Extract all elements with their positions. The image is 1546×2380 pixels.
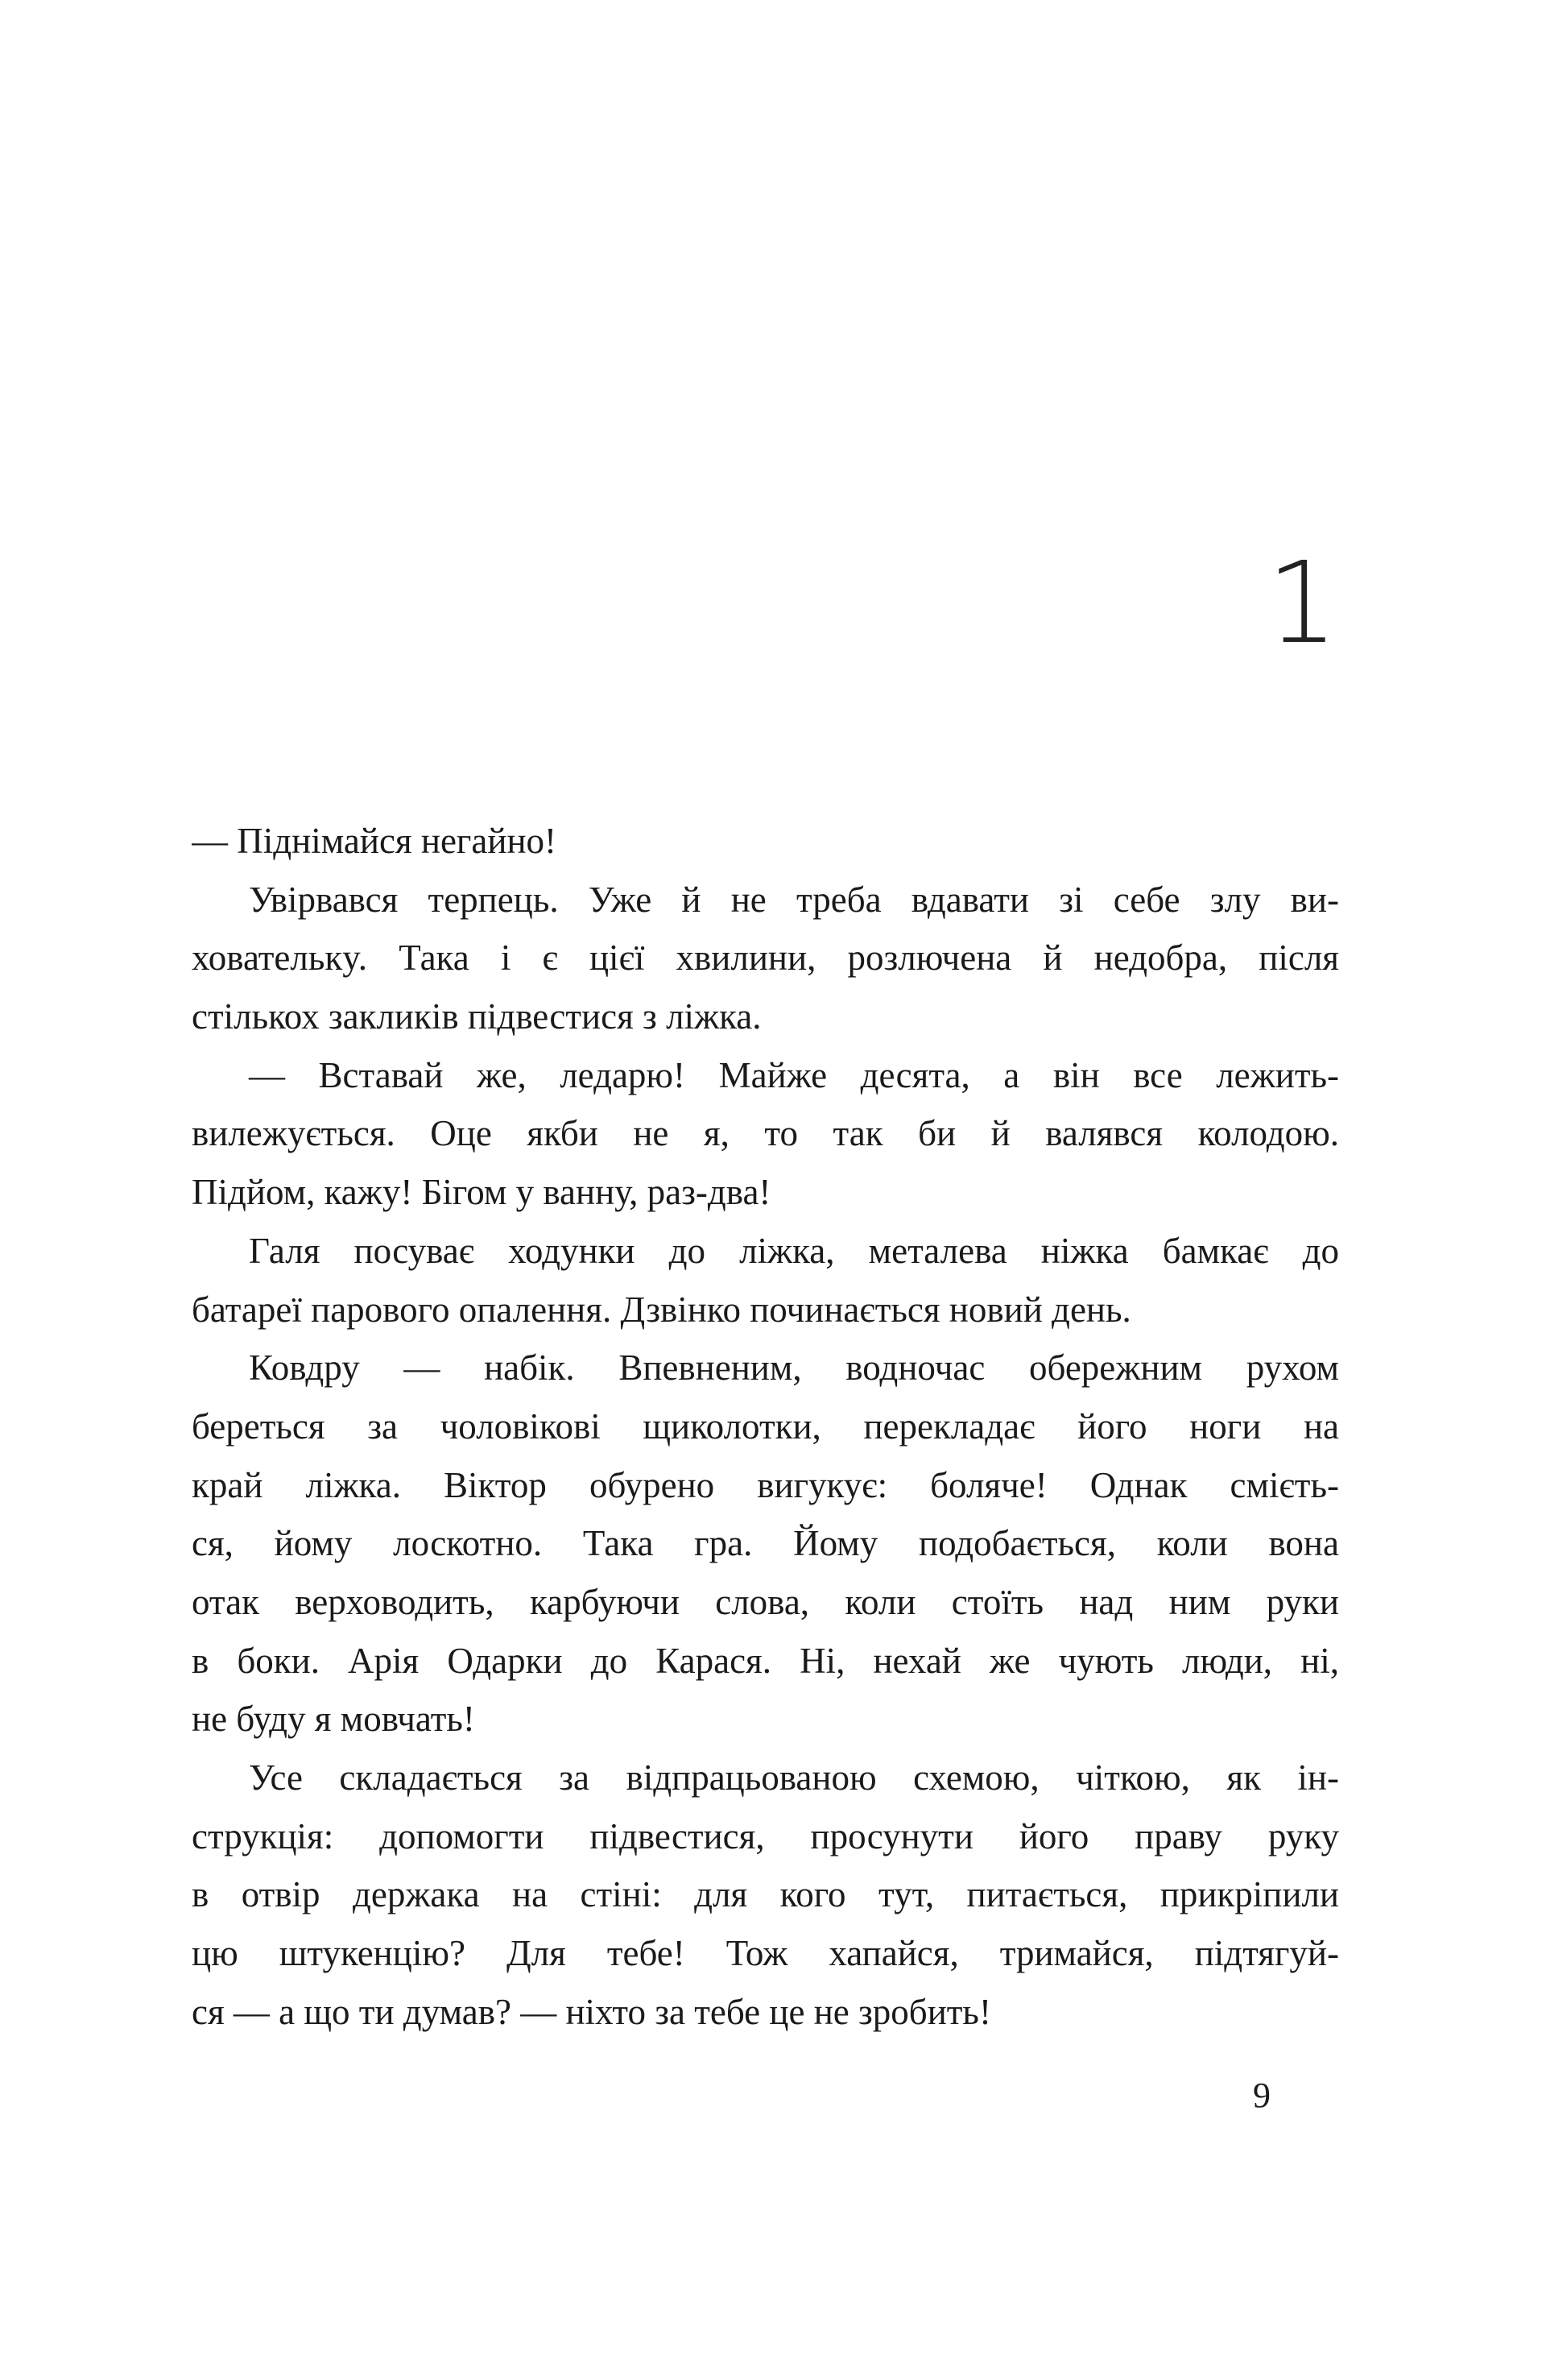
body-text (192, 812, 1339, 2041)
text-line: ся — а що ти думав? — ніхто за тебе це не зробить! (192, 1991, 991, 2032)
text-line: береться за чоловікові щиколотки, перекладає його ноги на (192, 1405, 1339, 1447)
text-line: ся, йому лоскотно. Така гра. Йому подобається, коли вона (192, 1523, 1339, 1564)
text-line: стількох закликів підвестися з ліжка. (192, 996, 762, 1037)
text-line: — Піднімайся негайно! (192, 821, 557, 861)
text-line: цю штукенцію? Для тебе! Тож хапайся, тримайся, підтягуй- (192, 1933, 1339, 1974)
text-line: струкція: допомогти підвестися, просунути його праву руку (192, 1815, 1339, 1856)
text-line: отак верховодить, карбуючи слова, коли стоїть над ним руки (192, 1581, 1339, 1622)
text-line: батареї парового опалення. Дзвінко починається новий день. (192, 1289, 1131, 1330)
text-line: Ковдру — набік. Впевненим, водночас обережним рухом (249, 1347, 1339, 1389)
text-line: в отвір держака на стіні: для кого тут, питається, прикріпили (192, 1874, 1339, 1915)
text-line: в боки. Арія Одарки до Карася. Ні, нехай же чують люди, ні, (192, 1640, 1339, 1681)
text-line: вилежується. Оце якби не я, то так би й валявся колодою. (192, 1113, 1339, 1154)
text-line: хователькy. Така і є цієї хвилини, розлючена й недобра, після (192, 938, 1339, 979)
text-line: край ліжка. Віктор обурено вигукує: боляче! Однак смієть- (192, 1464, 1339, 1505)
text-line: — Вставай же, ледарю! Майже десята, а він все лежить- (249, 1054, 1339, 1095)
chapter-number: 1 (1266, 538, 1338, 669)
text-line: Увірвався терпець. Уже й не треба вдавати зі себе злу ви- (249, 879, 1339, 920)
text-line: Галя посуває ходунки до ліжка, металева ніжка бамкає до (249, 1230, 1339, 1271)
page-number: 9 (1253, 2076, 1271, 2115)
text-line: Усе складається за відпрацьованою схемою, чіткою, як ін- (249, 1757, 1339, 1798)
text-line: Підйом, кажу! Бігом у ванну, раз-два! (192, 1172, 771, 1213)
text-line: не буду я мовчать! (192, 1699, 475, 1740)
